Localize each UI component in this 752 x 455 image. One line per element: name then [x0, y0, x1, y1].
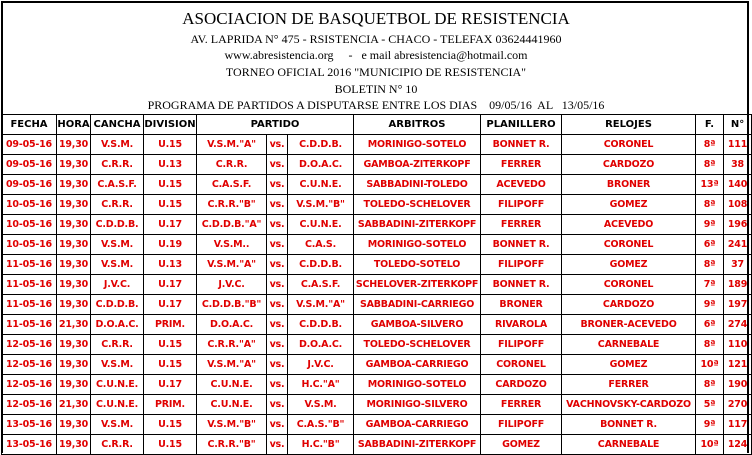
cell-division: U.15 [144, 195, 197, 215]
cell-division: PRIM. [144, 315, 197, 335]
cell-arbitros: MORINIGO-SOTELO [354, 235, 481, 255]
cell-planillero: FERRER [481, 395, 562, 415]
cell-fecha-number: 7ª [696, 275, 724, 295]
cell-vs: vs. [267, 275, 288, 295]
cell-fecha: 13-05-16 [2, 435, 57, 455]
table-row [2, 335, 752, 355]
cell-match-number: 197 [724, 295, 752, 315]
cell-fecha-number: 6ª [696, 315, 724, 335]
cell-match-number: 270 [724, 395, 752, 415]
table-row [2, 215, 752, 235]
cell-cancha: C.R.R. [91, 435, 144, 455]
cell-hora: 21,30 [57, 395, 91, 415]
cell-cancha: C.R.R. [91, 335, 144, 355]
col-header-division: DIVISION [144, 115, 197, 135]
cell-cancha: D.O.A.C. [91, 315, 144, 335]
table-row [2, 295, 752, 315]
table-row [2, 135, 752, 155]
col-header-hora: HORA [57, 115, 91, 135]
cell-vs: vs. [267, 415, 288, 435]
cell-vs: vs. [267, 255, 288, 275]
cell-local-team: V.S.M."A" [197, 255, 267, 275]
cell-hora: 19,30 [57, 235, 91, 255]
cell-hora: 19,30 [57, 375, 91, 395]
association-contact: www.abresistencia.org - e mail abresistencia@hotmail.com [224, 48, 528, 62]
table-row [2, 375, 752, 395]
cell-cancha: V.S.M. [91, 355, 144, 375]
cell-relojes: CORONEL [562, 135, 696, 155]
cell-fecha: 11-05-16 [2, 315, 57, 335]
cell-local-team: V.S.M."A" [197, 355, 267, 375]
cell-division: U.13 [144, 255, 197, 275]
cell-fecha: 11-05-16 [2, 255, 57, 275]
cell-division: U.17 [144, 215, 197, 235]
cell-hora: 19,30 [57, 335, 91, 355]
cell-fecha-number: 8ª [696, 135, 724, 155]
cell-visiting-team: J.V.C. [288, 355, 354, 375]
cell-relojes: BRONER-ACEVEDO [562, 315, 696, 335]
cell-planillero: CORONEL [481, 355, 562, 375]
cell-cancha: C.D.D.B. [91, 295, 144, 315]
cell-division: U.17 [144, 295, 197, 315]
cell-visiting-team: C.A.S. [288, 235, 354, 255]
cell-vs: vs. [267, 155, 288, 175]
cell-visiting-team: H.C."A" [288, 375, 354, 395]
cell-arbitros: SABBADINI-TOLEDO [354, 175, 481, 195]
cell-arbitros: SABBADINI-CARRIEGO [354, 295, 481, 315]
cell-arbitros: MORINIGO-SOTELO [354, 135, 481, 155]
cell-vs: vs. [267, 195, 288, 215]
cell-fecha: 12-05-16 [2, 375, 57, 395]
cell-arbitros: MORINIGO-SOTELO [354, 375, 481, 395]
cell-division: U.15 [144, 355, 197, 375]
table-row [2, 155, 752, 175]
cell-arbitros: GAMBOA-CARRIEGO [354, 415, 481, 435]
cell-vs: vs. [267, 295, 288, 315]
cell-local-team: V.S.M.. [197, 235, 267, 255]
cell-relojes: CARNEBALE [562, 435, 696, 455]
cell-visiting-team: V.S.M."B" [288, 195, 354, 215]
col-header-relojes: RELOJES [562, 115, 696, 135]
cell-match-number: 121 [724, 355, 752, 375]
cell-arbitros: MORINIGO-SILVERO [354, 395, 481, 415]
cell-visiting-team: C.D.D.B. [288, 255, 354, 275]
association-address: AV. LAPRIDA N° 475 - RSISTENCIA - CHACO - TELEFAX 03624441960 [190, 32, 562, 46]
cell-local-team: V.S.M."B" [197, 415, 267, 435]
tournament-name: TORNEO OFICIAL 2016 "MUNICIPIO DE RESISTENCIA" [225, 65, 527, 79]
col-header-n: N° [724, 115, 752, 135]
cell-arbitros: SCHELOVER-ZITERKOPF [354, 275, 481, 295]
cell-arbitros: GAMBOA-CARRIEGO [354, 355, 481, 375]
cell-relojes: FERRER [562, 375, 696, 395]
cell-vs: vs. [267, 435, 288, 455]
cell-visiting-team: V.S.M."A" [288, 295, 354, 315]
cell-arbitros: GAMBOA-ZITERKOPF [354, 155, 481, 175]
cell-division: U.19 [144, 235, 197, 255]
cell-relojes: BONNET R. [562, 415, 696, 435]
cell-fecha: 09-05-16 [2, 175, 57, 195]
cell-visiting-team: D.O.A.C. [288, 155, 354, 175]
cell-relojes: VACHNOVSKY-CARDOZO [562, 395, 696, 415]
program-dates: PROGRAMA DE PARTIDOS A DISPUTARSE ENTRE LOS DIAS 09/05/16 AL 13/05/16 [147, 98, 605, 112]
cell-match-number: 140 [724, 175, 752, 195]
cell-visiting-team: C.D.D.B. [288, 135, 354, 155]
cell-hora: 19,30 [57, 215, 91, 235]
cell-vs: vs. [267, 135, 288, 155]
cell-local-team: C.R.R."B" [197, 435, 267, 455]
table-row [2, 195, 752, 215]
cell-local-team: C.R.R."A" [197, 335, 267, 355]
cell-vs: vs. [267, 335, 288, 355]
cell-fecha-number: 10ª [696, 435, 724, 455]
cell-cancha: C.D.D.B. [91, 215, 144, 235]
table-header-row [2, 115, 752, 135]
cell-cancha: C.A.S.F. [91, 175, 144, 195]
cell-fecha: 11-05-16 [2, 275, 57, 295]
cell-cancha: C.U.N.E. [91, 395, 144, 415]
cell-planillero: BONNET R. [481, 235, 562, 255]
table-row [2, 435, 752, 455]
cell-local-team: C.D.D.B."A" [197, 215, 267, 235]
table-row [2, 355, 752, 375]
cell-planillero: FILIPOFF [481, 195, 562, 215]
cell-hora: 19,30 [57, 355, 91, 375]
cell-local-team: D.O.A.C. [197, 315, 267, 335]
cell-planillero: FILIPOFF [481, 255, 562, 275]
cell-match-number: 124 [724, 435, 752, 455]
cell-visiting-team: D.O.A.C. [288, 335, 354, 355]
cell-match-number: 274 [724, 315, 752, 335]
cell-fecha: 12-05-16 [2, 335, 57, 355]
cell-match-number: 108 [724, 195, 752, 215]
cell-hora: 19,30 [57, 175, 91, 195]
cell-fecha: 11-05-16 [2, 295, 57, 315]
table-row [2, 255, 752, 275]
cell-visiting-team: H.C."B" [288, 435, 354, 455]
cell-vs: vs. [267, 175, 288, 195]
cell-planillero: FERRER [481, 215, 562, 235]
cell-visiting-team: C.D.D.B. [288, 315, 354, 335]
cell-match-number: 38 [724, 155, 752, 175]
cell-local-team: C.D.D.B."B" [197, 295, 267, 315]
cell-relojes: BRONER [562, 175, 696, 195]
cell-cancha: C.U.N.E. [91, 375, 144, 395]
table-row [2, 415, 752, 435]
cell-division: PRIM. [144, 395, 197, 415]
cell-visiting-team: C.A.S.F. [288, 275, 354, 295]
cell-vs: vs. [267, 315, 288, 335]
cell-arbitros: TOLEDO-SCHELOVER [354, 335, 481, 355]
cell-fecha: 12-05-16 [2, 355, 57, 375]
cell-fecha-number: 5ª [696, 395, 724, 415]
cell-planillero: FERRER [481, 155, 562, 175]
cell-hora: 19,30 [57, 435, 91, 455]
cell-fecha: 10-05-16 [2, 215, 57, 235]
cell-visiting-team: V.S.M. [288, 395, 354, 415]
col-header-arbitros: ARBITROS [354, 115, 481, 135]
cell-fecha-number: 9ª [696, 415, 724, 435]
cell-planillero: RIVAROLA [481, 315, 562, 335]
cell-match-number: 111 [724, 135, 752, 155]
col-header-planillero: PLANILLERO [481, 115, 562, 135]
association-title: ASOCIACION DE BASQUETBOL DE RESISTENCIA [182, 9, 570, 28]
cell-match-number: 110 [724, 335, 752, 355]
cell-fecha-number: 6ª [696, 235, 724, 255]
cell-fecha: 09-05-16 [2, 135, 57, 155]
table-row [2, 175, 752, 195]
cell-hora: 19,30 [57, 275, 91, 295]
cell-fecha: 10-05-16 [2, 195, 57, 215]
cell-local-team: J.V.C. [197, 275, 267, 295]
cell-match-number: 196 [724, 215, 752, 235]
cell-vs: vs. [267, 215, 288, 235]
cell-division: U.17 [144, 275, 197, 295]
cell-fecha-number: 8ª [696, 255, 724, 275]
cell-vs: vs. [267, 235, 288, 255]
cell-cancha: V.S.M. [91, 255, 144, 275]
cell-fecha-number: 8ª [696, 375, 724, 395]
cell-match-number: 241 [724, 235, 752, 255]
cell-planillero: FILIPOFF [481, 415, 562, 435]
cell-arbitros: TOLEDO-SCHELOVER [354, 195, 481, 215]
cell-visiting-team: C.U.N.E. [288, 175, 354, 195]
cell-cancha: C.R.R. [91, 155, 144, 175]
cell-fecha: 13-05-16 [2, 415, 57, 435]
cell-division: U.15 [144, 135, 197, 155]
cell-fecha-number: 9ª [696, 215, 724, 235]
cell-match-number: 117 [724, 415, 752, 435]
cell-arbitros: SABBADINI-ZITERKOPF [354, 215, 481, 235]
cell-relojes: CARDOZO [562, 295, 696, 315]
cell-fecha-number: 8ª [696, 335, 724, 355]
table-row [2, 235, 752, 255]
cell-fecha-number: 8ª [696, 195, 724, 215]
cell-relojes: CORONEL [562, 235, 696, 255]
cell-division: U.15 [144, 415, 197, 435]
cell-hora: 19,30 [57, 155, 91, 175]
col-header-partido: PARTIDO [197, 115, 354, 135]
cell-local-team: C.R.R. [197, 155, 267, 175]
cell-planillero: BRONER [481, 295, 562, 315]
cell-relojes: CORONEL [562, 275, 696, 295]
cell-hora: 19,30 [57, 135, 91, 155]
cell-vs: vs. [267, 355, 288, 375]
cell-cancha: C.R.R. [91, 195, 144, 215]
cell-relojes: CARNEBALE [562, 335, 696, 355]
cell-relojes: ACEVEDO [562, 215, 696, 235]
cell-match-number: 37 [724, 255, 752, 275]
col-header-fecha: FECHA [2, 115, 57, 135]
cell-match-number: 190 [724, 375, 752, 395]
cell-hora: 19,30 [57, 295, 91, 315]
cell-local-team: C.A.S.F. [197, 175, 267, 195]
cell-visiting-team: C.A.S."B" [288, 415, 354, 435]
cell-planillero: ACEVEDO [481, 175, 562, 195]
table-row [2, 275, 752, 295]
cell-fecha-number: 9ª [696, 295, 724, 315]
cell-fecha: 12-05-16 [2, 395, 57, 415]
cell-fecha-number: 8ª [696, 155, 724, 175]
cell-cancha: J.V.C. [91, 275, 144, 295]
match-schedule-table [1, 114, 752, 455]
cell-planillero: BONNET R. [481, 275, 562, 295]
cell-cancha: V.S.M. [91, 415, 144, 435]
bulletin-number: BOLETIN N° 10 [334, 82, 418, 96]
cell-fecha: 09-05-16 [2, 155, 57, 175]
cell-arbitros: SABBADINI-ZITERKOPF [354, 435, 481, 455]
cell-hora: 19,30 [57, 255, 91, 275]
cell-division: U.15 [144, 335, 197, 355]
cell-planillero: BONNET R. [481, 135, 562, 155]
cell-match-number: 189 [724, 275, 752, 295]
table-row [2, 315, 752, 335]
col-header-f: F. [696, 115, 724, 135]
col-header-cancha: CANCHA [91, 115, 144, 135]
table-row [2, 395, 752, 415]
cell-visiting-team: C.U.N.E. [288, 215, 354, 235]
cell-planillero: FILIPOFF [481, 335, 562, 355]
cell-fecha-number: 10ª [696, 355, 724, 375]
cell-local-team: C.U.N.E. [197, 375, 267, 395]
cell-division: U.15 [144, 175, 197, 195]
cell-arbitros: TOLEDO-SOTELO [354, 255, 481, 275]
cell-fecha: 10-05-16 [2, 235, 57, 255]
cell-division: U.17 [144, 375, 197, 395]
cell-vs: vs. [267, 375, 288, 395]
cell-relojes: GOMEZ [562, 195, 696, 215]
cell-cancha: V.S.M. [91, 235, 144, 255]
cell-division: U.13 [144, 155, 197, 175]
cell-relojes: GOMEZ [562, 355, 696, 375]
cell-division: U.15 [144, 435, 197, 455]
cell-local-team: C.U.N.E. [197, 395, 267, 415]
cell-planillero: GOMEZ [481, 435, 562, 455]
cell-hora: 19,30 [57, 415, 91, 435]
cell-hora: 19,30 [57, 195, 91, 215]
cell-arbitros: GAMBOA-SILVERO [354, 315, 481, 335]
cell-cancha: V.S.M. [91, 135, 144, 155]
cell-local-team: C.R.R."B" [197, 195, 267, 215]
cell-local-team: V.S.M."A" [197, 135, 267, 155]
cell-relojes: GOMEZ [562, 255, 696, 275]
cell-fecha-number: 13ª [696, 175, 724, 195]
cell-hora: 21,30 [57, 315, 91, 335]
cell-relojes: CARDOZO [562, 155, 696, 175]
cell-vs: vs. [267, 395, 288, 415]
cell-planillero: CARDOZO [481, 375, 562, 395]
